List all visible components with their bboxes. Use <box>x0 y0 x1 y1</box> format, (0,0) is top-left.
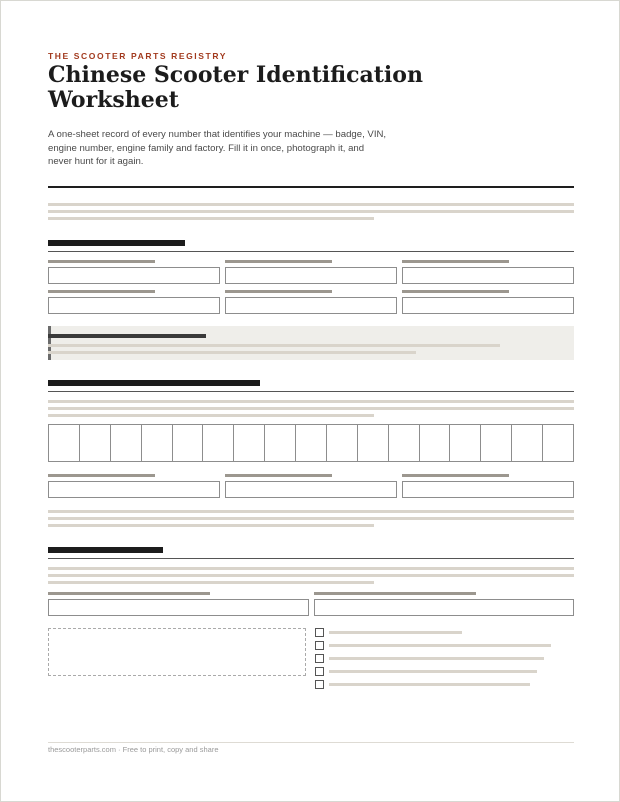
vin-character-box[interactable] <box>327 425 358 461</box>
field-label <box>48 290 155 293</box>
field-label <box>225 260 332 263</box>
vin-character-box[interactable] <box>142 425 173 461</box>
section-2-heading <box>48 380 260 386</box>
field-label <box>402 474 509 477</box>
vin-character-box[interactable] <box>173 425 204 461</box>
footer-text: thescooterparts.com · Free to print, copy and share <box>48 745 219 754</box>
section-1-heading <box>48 240 185 246</box>
checklist-item-placeholder <box>329 631 462 634</box>
vin-character-box[interactable] <box>203 425 234 461</box>
section-3-rule <box>48 558 574 559</box>
placeholder-line <box>48 517 574 520</box>
section-3-heading <box>48 547 163 553</box>
placeholder-line <box>48 581 374 584</box>
field-label <box>402 260 509 263</box>
placeholder-line <box>48 574 574 577</box>
vin-character-box[interactable] <box>389 425 420 461</box>
page-title: Chinese Scooter Identification Worksheet <box>48 62 423 113</box>
vin-character-box[interactable] <box>296 425 327 461</box>
section-2-rule <box>48 391 574 392</box>
placeholder-line <box>48 217 374 220</box>
text-field[interactable] <box>402 297 574 314</box>
field-label <box>225 290 332 293</box>
checklist-item-placeholder <box>329 683 530 686</box>
vin-character-box[interactable] <box>543 425 573 461</box>
footer-rule <box>48 742 574 743</box>
placeholder-line <box>48 351 416 354</box>
vin-character-box[interactable] <box>358 425 389 461</box>
placeholder-line <box>48 400 574 403</box>
text-field[interactable] <box>225 267 397 284</box>
field-label <box>225 474 332 477</box>
checkbox[interactable] <box>315 628 324 637</box>
placeholder-line <box>48 210 574 213</box>
checklist-item-placeholder <box>329 670 537 673</box>
text-field[interactable] <box>402 481 574 498</box>
field-label <box>48 260 155 263</box>
checkbox[interactable] <box>315 667 324 676</box>
placeholder-line <box>48 203 574 206</box>
vin-character-box[interactable] <box>80 425 111 461</box>
note-heading <box>48 334 206 338</box>
field-label <box>48 474 155 477</box>
placeholder-line <box>48 344 500 347</box>
field-label <box>48 592 210 595</box>
vin-character-box[interactable] <box>111 425 142 461</box>
text-field[interactable] <box>402 267 574 284</box>
text-field[interactable] <box>225 297 397 314</box>
header-divider <box>48 186 574 188</box>
text-field[interactable] <box>48 599 309 616</box>
text-field[interactable] <box>314 599 574 616</box>
checkbox[interactable] <box>315 654 324 663</box>
field-label <box>314 592 476 595</box>
checkbox[interactable] <box>315 641 324 650</box>
vin-character-boxes[interactable] <box>48 424 574 462</box>
text-field[interactable] <box>225 481 397 498</box>
placeholder-line <box>48 407 574 410</box>
placeholder-line <box>48 510 574 513</box>
publisher-kicker: THE SCOOTER PARTS REGISTRY <box>48 51 228 61</box>
text-field[interactable] <box>48 267 220 284</box>
photo-box[interactable] <box>48 628 306 676</box>
checkbox[interactable] <box>315 680 324 689</box>
checklist-item-placeholder <box>329 657 544 660</box>
section-1-rule <box>48 251 574 252</box>
text-field[interactable] <box>48 481 220 498</box>
vin-character-box[interactable] <box>49 425 80 461</box>
vin-character-box[interactable] <box>512 425 543 461</box>
vin-character-box[interactable] <box>450 425 481 461</box>
vin-character-box[interactable] <box>265 425 296 461</box>
vin-character-box[interactable] <box>481 425 512 461</box>
text-field[interactable] <box>48 297 220 314</box>
placeholder-line <box>48 567 574 570</box>
vin-character-box[interactable] <box>420 425 451 461</box>
vin-character-box[interactable] <box>234 425 265 461</box>
note-box <box>48 326 574 360</box>
field-label <box>402 290 509 293</box>
checklist-item-placeholder <box>329 644 551 647</box>
intro-paragraph: A one-sheet record of every number that identifies your machine — badge, VIN, engine number, engine family and factory. Fill it in once, photograph it, and never hunt for it again. <box>48 129 387 167</box>
placeholder-line <box>48 524 374 527</box>
placeholder-line <box>48 414 374 417</box>
